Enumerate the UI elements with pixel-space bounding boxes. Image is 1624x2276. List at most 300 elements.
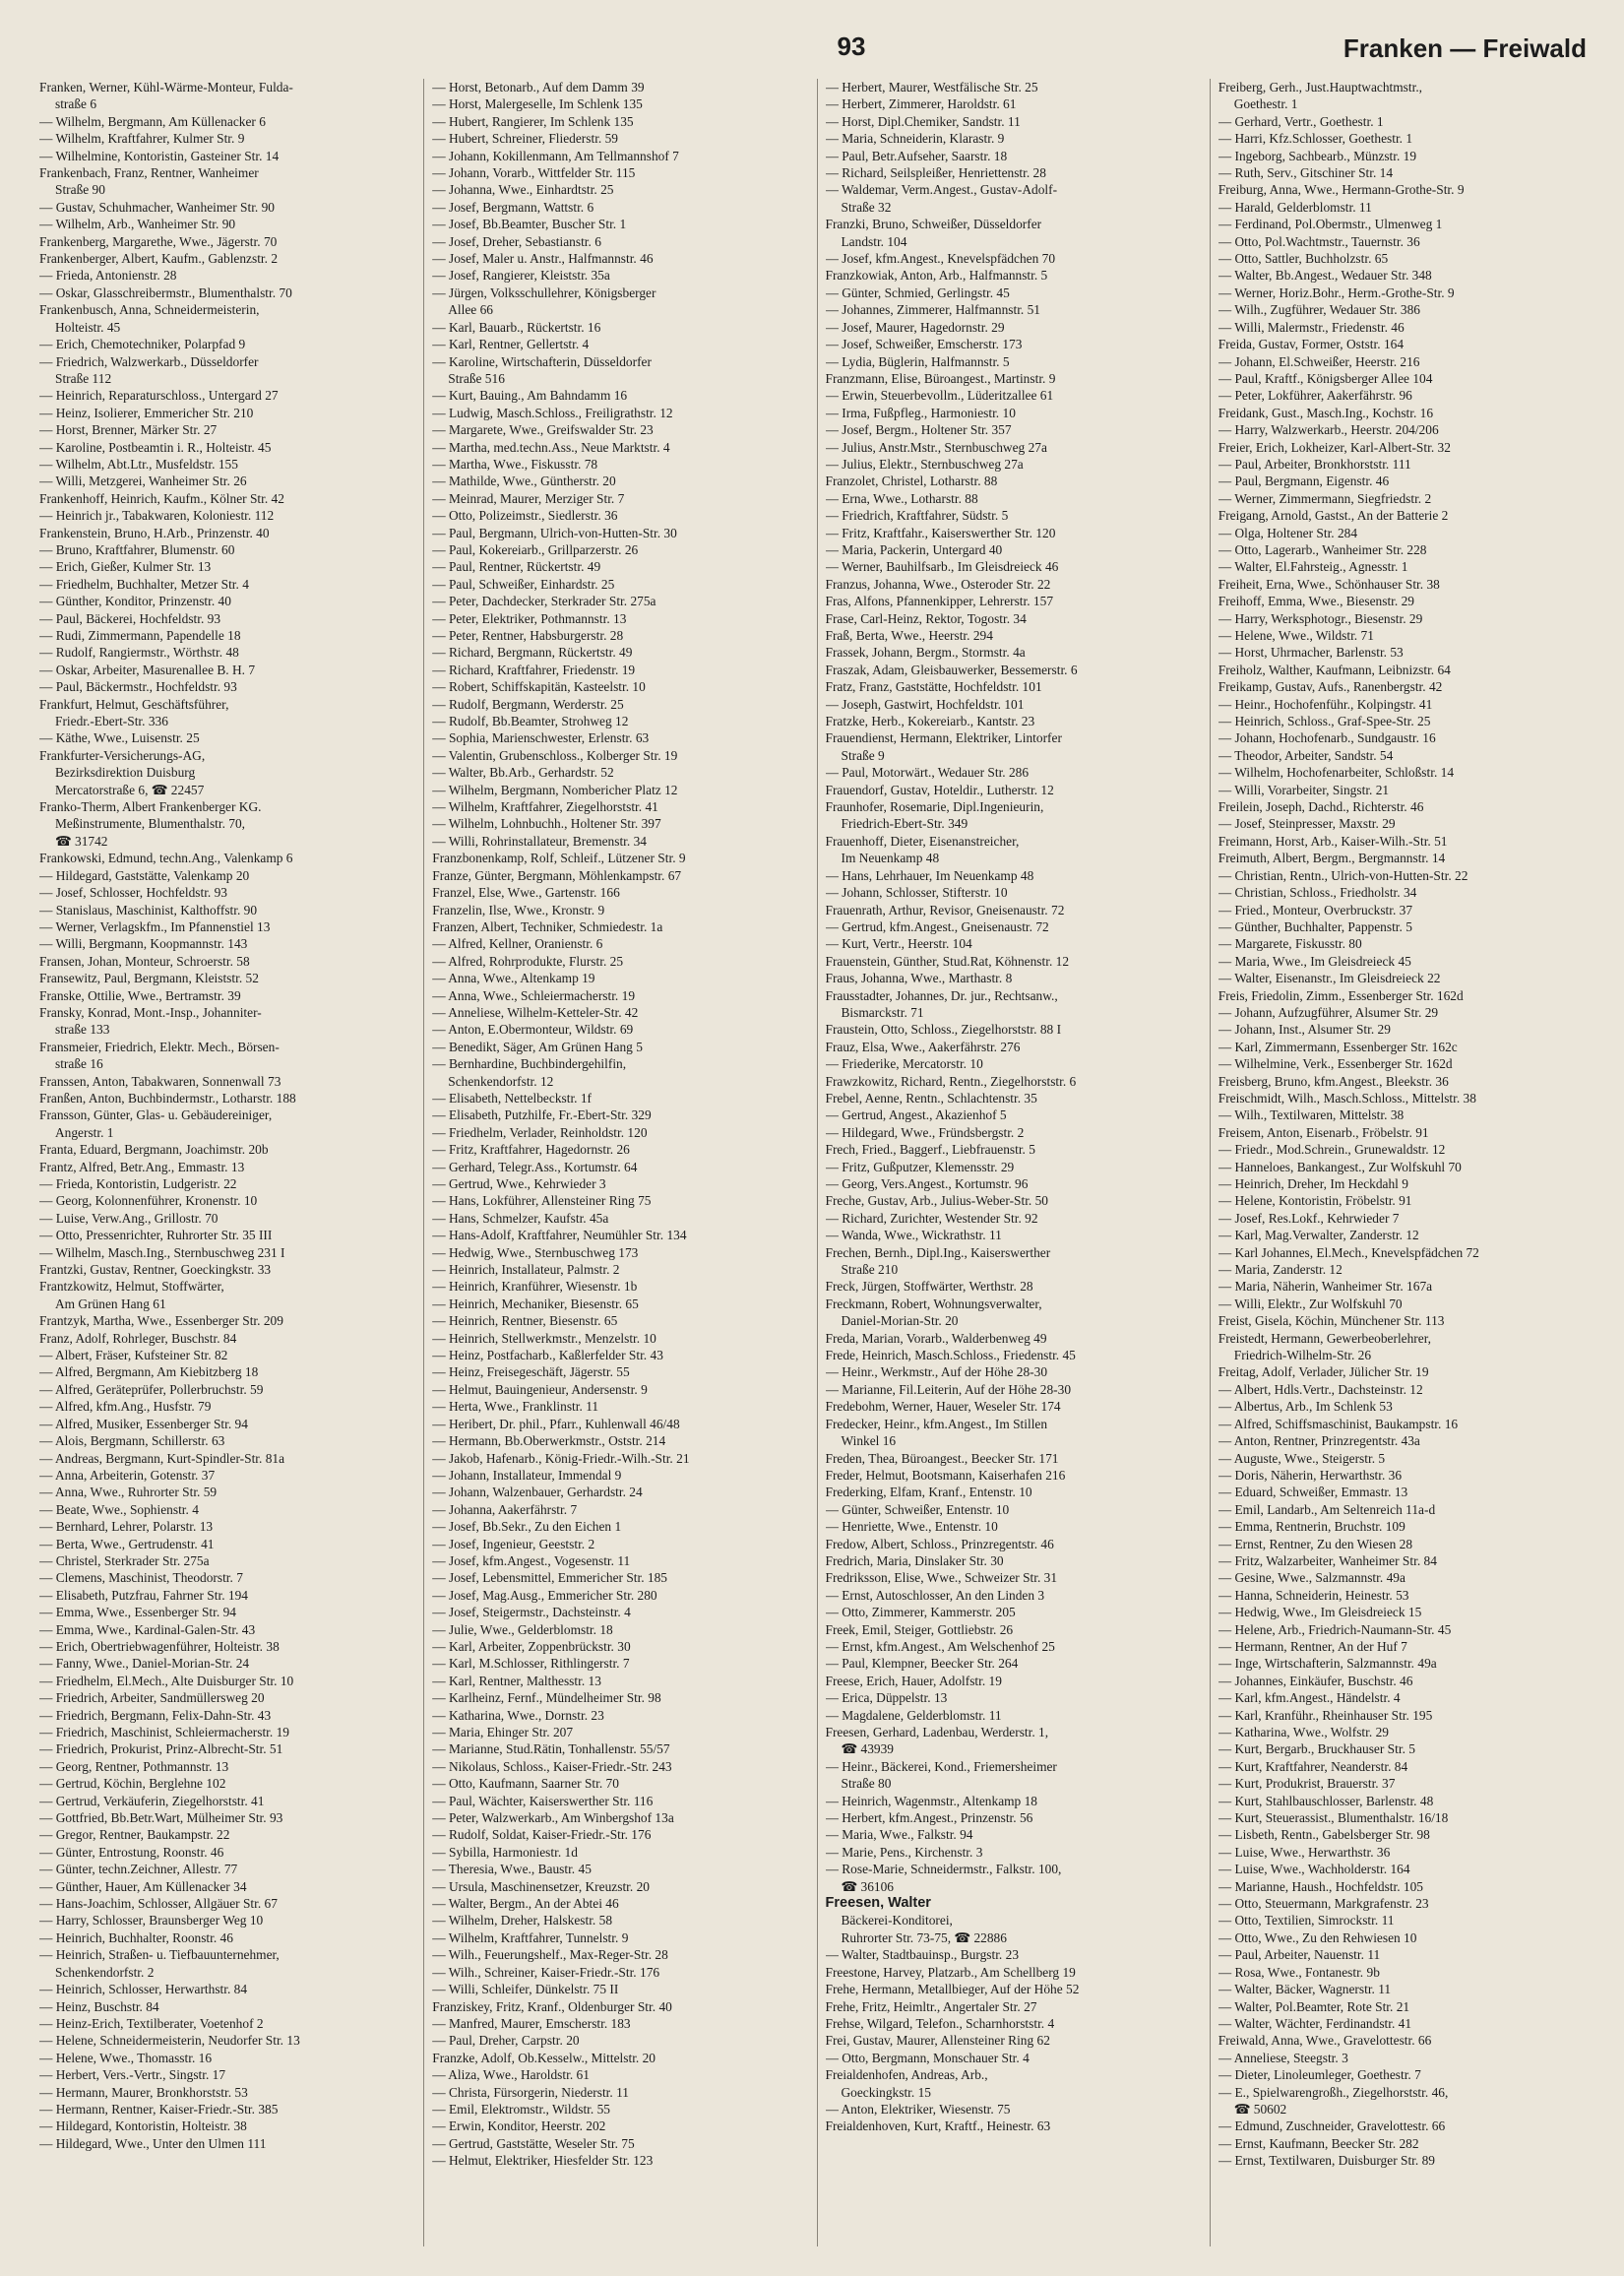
directory-entry-line: Freidank, Gust., Masch.Ing., Kochstr. 16 [1218,405,1434,420]
directory-entry-line: — Peter, Walzwerkarb., Am Winbergshof 13a [432,1810,674,1826]
directory-entry-line: — Ernst, Rentner, Zu den Wiesen 28 [1218,1536,1413,1551]
directory-entry-line: Franzkowiak, Anton, Arb., Halfmannstr. 5 [825,268,1048,284]
directory-entry-line: Frankenhoff, Heinrich, Kaufm., Kölner Str. 42 [39,490,284,506]
directory-entry-line: — Harry, Werksphotogr., Biesenstr. 29 [1218,610,1423,626]
directory-entry-line: — Kurt, Kraftfahrer, Neanderstr. 84 [1218,1758,1408,1774]
directory-entry-line: — Walter, Wächter, Ferdinandstr. 41 [1218,2015,1412,2031]
directory-entry-line: — Hermann, Maurer, Bronkhorststr. 53 [39,2084,248,2100]
directory-entry-line: — Wilhelm, Bergmann, Am Küllenacker 6 [39,113,266,129]
directory-entry-line: Frauenrath, Arthur, Revisor, Gneisenaustr. 72 [825,902,1065,917]
directory-entry-line: — Helmut, Elektriker, Hiesfelder Str. 123 [432,2153,654,2169]
directory-entry-line: — Günther, Hauer, Am Küllenacker 34 [39,1878,247,1894]
directory-entry-line: — Paul, Dreher, Carpstr. 20 [432,2033,580,2049]
directory-entry-line: Freiheit, Erna, Wwe., Schönhauser Str. 38 [1218,576,1440,592]
directory-entry-line: Frebel, Aenne, Rentn., Schlachtenstr. 35 [825,1090,1037,1106]
directory-entry-line: Bezirksdirektion Duisburg [55,765,196,781]
directory-entry-line: Fredebohm, Werner, Hauer, Weseler Str. 174 [825,1399,1061,1415]
directory-entry-line: — Wilhelm, Lohnbuchh., Holtener Str. 397 [432,816,661,832]
directory-entry-line: — Johann, Inst., Alsumer Str. 29 [1218,1022,1391,1038]
directory-entry-line: Friedrich-Ebert-Str. 349 [841,816,968,832]
directory-entry-line: — Josef, Maurer, Hagedornstr. 29 [825,319,1005,335]
directory-entry-line: — Wilhelmine, Kontoristin, Gasteiner Str. 14 [39,148,280,163]
directory-entry-line: Frede, Heinrich, Masch.Schloss., Friedenstr. 45 [825,1348,1076,1363]
directory-entry-line: — Richard, Seilspleißer, Henriettenstr. 28 [825,165,1046,181]
directory-entry-line: — Walter, Stadtbauinsp., Burgstr. 23 [825,1947,1020,1963]
directory-entry-line: — Peter, Lokführer, Aakerfährstr. 96 [1218,388,1412,404]
directory-entry-line: — Willi, Rohrinstallateur, Bremenstr. 34 [432,833,647,849]
directory-entry-line: — Josef, Schweißer, Emscherstr. 173 [825,337,1023,352]
directory-entry-line: — Marie, Pens., Kirchenstr. 3 [825,1844,983,1860]
directory-entry-line: — Kurt, Produkrist, Brauerstr. 37 [1218,1776,1396,1792]
directory-entry-line: Freek, Emil, Steiger, Gottliebstr. 26 [825,1621,1014,1637]
directory-entry-line: — Gertrud, Angest., Akazienhof 5 [825,1107,1007,1123]
directory-entry-line: — Herta, Wwe., Franklinstr. 11 [432,1399,599,1415]
directory-entry-line: — Theresia, Wwe., Baustr. 45 [432,1862,592,1877]
directory-entry-line: — Heinrich, Schlosser, Herwarthstr. 84 [39,1982,248,1997]
directory-entry-line: — Josef, Schlosser, Hochfeldstr. 93 [39,885,227,901]
directory-entry-line: — Horst, Brenner, Märker Str. 27 [39,422,218,438]
directory-entry-line: — Wilhelm, Arb., Wanheimer Str. 90 [39,217,236,232]
directory-entry-line: — Ingeborg, Sachbearb., Münzstr. 19 [1218,148,1417,163]
directory-entry-line: — Andreas, Bergmann, Kurt-Spindler-Str. 81a [39,1450,285,1466]
directory-entry-line: — Anna, Wwe., Schleiermacherstr. 19 [432,987,636,1003]
directory-entry-line: — Fanny, Wwe., Daniel-Morian-Str. 24 [39,1656,250,1672]
directory-entry-line: — Ruth, Serv., Gitschiner Str. 14 [1218,165,1394,181]
directory-entry-line: — Erna, Wwe., Lotharstr. 88 [825,490,978,506]
directory-entry-line: — Rudolf, Bb.Beamter, Strohweg 12 [432,714,629,729]
directory-entry-line: — Willi, Vorarbeiter, Singstr. 21 [1218,782,1390,797]
directory-entry-line: — Josef, Bb.Beamter, Buscher Str. 1 [432,217,627,232]
directory-entry-line: — Nikolaus, Schloss., Kaiser-Friedr.-Str. 243 [432,1758,672,1774]
directory-entry-line: — Harry, Schlosser, Braunsberger Weg 10 [39,1913,264,1928]
directory-entry-line: — Gertrud, Köchin, Berglehne 102 [39,1776,226,1792]
directory-entry-line: — Hildegard, Kontoristin, Holteistr. 38 [39,2118,247,2134]
directory-entry-line: — Wilh., Textilwaren, Mittelstr. 38 [1218,1107,1405,1123]
directory-entry-line: Frankowski, Edmund, techn.Ang., Valenkamp 6 [39,851,293,866]
directory-entry-line: — Stanislaus, Maschinist, Kalthoffstr. 90 [39,902,258,917]
directory-entry-line: — Fritz, Walzarbeiter, Wanheimer Str. 84 [1218,1552,1437,1568]
directory-entry-line: Freier, Erich, Lokheizer, Karl-Albert-Str. 32 [1218,439,1451,455]
directory-entry-line: — Erwin, Konditor, Heerstr. 202 [432,2118,606,2134]
directory-entry-line: — Sybilla, Harmoniestr. 1d [432,1844,578,1860]
directory-entry-line: — Erich, Obertriebwagenführer, Holteistr. 38 [39,1638,280,1654]
directory-entry-line: — Bruno, Kraftfahrer, Blumenstr. 60 [39,541,235,557]
directory-entry-line: — Wilhelmine, Verk., Essenberger Str. 162d [1218,1056,1453,1072]
directory-entry-line: — Olga, Holtener Str. 284 [1218,525,1358,540]
directory-entry-line: Frei, Gustav, Maurer, Allensteiner Ring 62 [825,2033,1050,2049]
directory-entry-line: — Friedhelm, Verlader, Reinholdstr. 120 [432,1124,648,1140]
directory-entry-line: — Hermann, Rentner, An der Huf 7 [1218,1638,1407,1654]
directory-entry-line: straße 16 [55,1056,103,1072]
directory-entry-line: — Johannes, Einkäufer, Buschstr. 46 [1218,1673,1413,1688]
directory-entry-line: — Georg, Kolonnenführer, Kronenstr. 10 [39,1193,258,1209]
directory-entry-line: Franzus, Johanna, Wwe., Osteroder Str. 22 [825,576,1051,592]
directory-entry-line: — Fritz, Gußputzer, Klemensstr. 29 [825,1159,1015,1174]
directory-entry-line: straße 6 [55,96,97,112]
directory-entry-line: Frederking, Elfam, Kranf., Entenstr. 10 [825,1485,1032,1500]
directory-entry-line: — Friedrich, Prokurist, Prinz-Albrecht-Str. 51 [39,1741,283,1757]
directory-entry-line: — Clemens, Maschinist, Theodorstr. 7 [39,1570,243,1586]
directory-entry-line: — Gertrud, Verkäuferin, Ziegelhorststr. 41 [39,1793,265,1808]
directory-entry-line: — Gottfried, Bb.Betr.Wart, Mülheimer Str. 93 [39,1810,283,1826]
directory-entry-line: — Willi, Schleifer, Dünkelstr. 75 II [432,1982,619,1997]
directory-entry-line: — Werner, Verlagskfm., Im Pfannenstiel 13 [39,918,271,934]
directory-entry-line: Frauenhoff, Dieter, Eisenanstreicher, [825,833,1020,849]
directory-entry-line: — Otto, Wwe., Zu den Rehwiesen 10 [1218,1929,1417,1945]
directory-entry-line: — Herbert, Zimmerer, Haroldstr. 61 [825,96,1017,112]
directory-entry-line: — Heinrich, Stellwerkmstr., Menzelstr. 10 [432,1330,656,1346]
directory-entry-line: Fraunhofer, Rosemarie, Dipl.Ingenieurin, [825,799,1044,815]
directory-entry-line: Daniel-Morian-Str. 20 [841,1313,959,1329]
directory-entry-line: Freisberg, Bruno, kfm.Angest., Bleekstr. 36 [1218,1073,1449,1089]
directory-entry-line: — Edmund, Zuschneider, Gravelottestr. 66 [1218,2118,1446,2134]
directory-entry-line: — Manfred, Maurer, Emscherstr. 183 [432,2015,631,2031]
directory-entry-line: — Horst, Uhrmacher, Barlenstr. 53 [1218,645,1404,661]
directory-entry-line: — Albertus, Arb., Im Schlenk 53 [1218,1399,1393,1415]
directory-entry-line: — Willi, Malermstr., Friedenstr. 46 [1218,319,1405,335]
directory-entry-line: — Johanna, Aakerfährstr. 7 [432,1501,578,1517]
directory-entry-line: Freimuth, Albert, Bergm., Bergmannstr. 14 [1218,851,1446,866]
directory-entry-line: — Karoline, Postbeamtin i. R., Holteistr. 45 [39,439,272,455]
directory-entry-line: — Hans, Lehrhauer, Im Neuenkamp 48 [825,867,1034,883]
directory-entry-line: Frehse, Wilgard, Telefon., Scharnhorststr. 4 [825,2015,1055,2031]
directory-entry-line: Franko-Therm, Albert Frankenberger KG. [39,799,262,815]
directory-entry-line: — Alfred, Rohrprodukte, Flurstr. 25 [432,953,624,969]
directory-entry-line: Freck, Jürgen, Stoffwärter, Werthstr. 28 [825,1279,1033,1295]
directory-entry-line: — Ernst, Textilwaren, Duisburger Str. 89 [1218,2153,1435,2169]
directory-entry-line: — Heinz, Freisegeschäft, Jägerstr. 55 [432,1364,630,1380]
directory-entry-line: — Otto, Zimmerer, Kammerstr. 205 [825,1605,1016,1620]
directory-entry-line: — Christa, Fürsorgerin, Niederstr. 11 [432,2084,629,2100]
directory-entry-line: — Karl, Kranführ., Rheinhauser Str. 195 [1218,1707,1433,1723]
directory-entry-line: Straße 9 [841,747,885,763]
directory-entry-line: — Heinrich, Wagenmstr., Altenkamp 18 [825,1793,1037,1808]
directory-entry-line: — Karl Johannes, El.Mech., Knevelspfädchen 72 [1218,1244,1479,1260]
directory-entry-line: — Maria, Ehinger Str. 207 [432,1725,574,1739]
directory-entry-line: — Hanna, Schneiderin, Heinestr. 53 [1218,1587,1409,1603]
directory-entry-line: — Rudolf, Rangiermstr., Wörthstr. 48 [39,645,239,661]
directory-entry-line: — Fritz, Kraftfahrer, Hagedornstr. 26 [432,1142,630,1158]
directory-entry-line: — Bernhard, Lehrer, Polarstr. 13 [39,1519,214,1535]
directory-entry-line: Fredriksson, Elise, Wwe., Schweizer Str. 31 [825,1570,1058,1586]
directory-entry-line: Freitag, Adolf, Verlader, Jülicher Str. 19 [1218,1364,1429,1380]
directory-entry-line: — Richard, Bergmann, Rückertstr. 49 [432,645,633,661]
directory-entry-line: — Karl, Mag.Verwalter, Zanderstr. 12 [1218,1228,1419,1243]
directory-entry-line: — Heinrich, Reparaturschloss., Untergard 27 [39,388,279,404]
directory-entry-line: Fredow, Albert, Schloss., Prinzregentstr. 46 [825,1536,1054,1551]
directory-entry-line: — Gertrud, Wwe., Kehrwieder 3 [432,1176,606,1191]
directory-entry-line: — Sophia, Marienschwester, Erlenstr. 63 [432,730,650,746]
directory-entry-line: Schenkendorfstr. 2 [55,1964,155,1980]
directory-entry-line: — Maria, Packerin, Untergard 40 [825,541,1003,557]
directory-entry-line: straße 133 [55,1022,110,1038]
directory-entry-line: — Anneliese, Wilhelm-Ketteler-Str. 42 [432,1004,639,1020]
directory-entry-line: — Paul, Kokereiarb., Grillparzerstr. 26 [432,541,639,557]
directory-entry-line: — Georg, Rentner, Pothmannstr. 13 [39,1758,229,1774]
directory-entry-line: — Ludwig, Masch.Schloss., Freiligrathstr. 12 [432,405,673,420]
directory-entry-line: Freda, Marian, Vorarb., Walderbenweg 49 [825,1330,1047,1346]
directory-entry-line: — Johanna, Wwe., Einhardtstr. 25 [432,182,614,198]
directory-entry-line: Frankfurter-Versicherungs-AG, [39,747,206,763]
directory-entry-line: Freesen, Gerhard, Ladenbau, Werderstr. 1, [825,1725,1049,1739]
directory-entry-line: — Paul, Schweißer, Einhardstr. 25 [432,576,615,592]
directory-entry-line: — Josef, Bergm., Holtener Str. 357 [825,422,1012,438]
directory-entry-line: — Karl, Rentner, Malthesstr. 13 [432,1673,601,1688]
directory-entry-line: Straße 32 [841,199,892,215]
directory-entry-line: — Johann, Walzenbauer, Gerhardstr. 24 [432,1485,643,1500]
directory-entry-line: Fransky, Konrad, Mont.-Insp., Johanniter- [39,1004,262,1020]
directory-entry-line: — Kurt, Bauing., Am Bahndamm 16 [432,388,628,404]
directory-entry-line: — Paul, Bergmann, Ulrich-von-Hutten-Str. 30 [432,525,677,540]
directory-entry-line: Freiwald, Anna, Wwe., Gravelottestr. 66 [1218,2033,1432,2049]
directory-entry-line: — Josef, Steinpresser, Maxstr. 29 [1218,816,1396,832]
directory-entry-line: — Otto, Sattler, Buchholzstr. 65 [1218,251,1389,267]
directory-entry-line: — Fried., Monteur, Overbruckstr. 37 [1218,902,1413,917]
directory-entry-line: Franze, Günter, Bergmann, Möhlenkampstr. 67 [432,867,682,883]
directory-entry-line: — Benedikt, Säger, Am Grünen Hang 5 [432,1039,643,1054]
directory-entry-line: Straße 90 [55,182,105,198]
directory-entry-line: — Heinrich, Buchhalter, Roonstr. 46 [39,1929,233,1945]
directory-entry-line: — Hans, Schmelzer, Kaufstr. 45a [432,1210,609,1226]
directory-entry-line: — Heinrich, Rentner, Biesenstr. 65 [432,1313,618,1329]
directory-entry-line: — Rosa, Wwe., Fontanestr. 9b [1218,1964,1380,1980]
directory-entry-line: — Alfred, Geräteprüfer, Pollerbruchstr. 59 [39,1381,264,1397]
directory-entry-line: — Karl, Rentner, Gellertstr. 4 [432,337,590,352]
directory-entry-line: — Herbert, Maurer, Westfälische Str. 25 [825,80,1038,95]
directory-entry-line: — Hildegard, Wwe., Fründsbergstr. 2 [825,1124,1025,1140]
directory-entry-line: — Lisbeth, Rentn., Gabelsberger Str. 98 [1218,1827,1430,1843]
directory-entry-line: — Herbert, Vers.-Vertr., Singstr. 17 [39,2067,226,2083]
directory-entry-line: Franta, Eduard, Bergmann, Joachimstr. 20b [39,1142,269,1158]
directory-entry-line: ☎ 50602 [1233,2101,1287,2117]
directory-entry-line: — Heinr., Bäckerei, Kond., Friemersheimer [825,1758,1057,1774]
directory-entry-line: — Walter, Bäcker, Wagnerstr. 11 [1218,1982,1392,1997]
directory-entry-line: — Anna, Wwe., Ruhrorter Str. 59 [39,1485,218,1500]
directory-entry-line: — Hubert, Schreiner, Fliederstr. 59 [432,131,618,147]
directory-entry-line: — Josef, kfm.Angest., Vogesenstr. 11 [432,1552,631,1568]
directory-entry-line: — Heinz, Isolierer, Emmericher Str. 210 [39,405,254,420]
directory-entry-line: — Hanneloes, Bankangest., Zur Wolfskuhl 70 [1218,1159,1462,1174]
directory-entry-line: — Josef, Bergmann, Wattstr. 6 [432,199,594,215]
directory-entry-line: — Alfred, Bergmann, Am Kiebitzberg 18 [39,1364,259,1380]
directory-entry-line: — Walter, El.Fahrsteig., Agnesstr. 1 [1218,559,1408,575]
directory-entry-line: Freche, Gustav, Arb., Julius-Weber-Str. 50 [825,1193,1049,1209]
directory-entry-line: — Käthe, Wwe., Luisenstr. 25 [39,730,200,746]
directory-entry-line: — Johann, Installateur, Immendal 9 [432,1467,622,1483]
directory-entry-line: — Wilh., Zugführer, Wedauer Str. 386 [1218,302,1420,318]
directory-entry-line: — Herbert, kfm.Angest., Prinzenstr. 56 [825,1810,1033,1826]
directory-entry-line: Frankfurt, Helmut, Geschäftsführer, [39,696,229,712]
directory-entry-line: — Harri, Kfz.Schlosser, Goethestr. 1 [1218,131,1413,147]
directory-entry-line: — Hildegard, Wwe., Unter den Ulmen 111 [39,2135,267,2151]
directory-entry-line: Straße 80 [841,1776,892,1792]
directory-entry-line: — Robert, Schiffskapitän, Kasteelstr. 10 [432,679,646,695]
directory-column-4 [1210,79,1587,2246]
directory-entry-line: Freikamp, Gustav, Aufs., Ranenbergstr. 42 [1218,679,1443,695]
directory-entry-line: — Elisabeth, Putzhilfe, Fr.-Ebert-Str. 329 [432,1107,652,1123]
directory-entry-line: Freiberg, Gerh., Just.Hauptwachtmstr., [1218,80,1423,95]
directory-entry-line: — Emil, Landarb., Am Seltenreich 11a-d [1218,1501,1436,1517]
directory-entry-line: — Paul, Arbeiter, Bronkhorststr. 111 [1218,456,1411,472]
directory-entry-line: — Josef, kfm.Angest., Knevelspfädchen 70 [825,251,1056,267]
directory-entry-line: — Ferdinand, Pol.Obermstr., Ulmenweg 1 [1218,217,1443,232]
directory-entry-line: Bäckerei-Konditorei, [841,1913,953,1928]
directory-entry-line: — Wilhelm, Kraftfahrer, Tunnelstr. 9 [432,1929,629,1945]
directory-entry-line: — Rudolf, Soldat, Kaiser-Friedr.-Str. 176 [432,1827,652,1843]
directory-entry-line: — Georg, Vers.Angest., Kortumstr. 96 [825,1176,1029,1191]
directory-entry-line: — Mathilde, Wwe., Güntherstr. 20 [432,474,616,489]
directory-entry-line: — Jürgen, Volksschullehrer, Königsberger [432,284,656,300]
directory-entry-line: Landstr. 104 [841,233,907,249]
directory-entry-line: Frawzkowitz, Richard, Rentn., Ziegelhorststr. 6 [825,1073,1077,1089]
directory-entry-line: — Günter, Schmied, Gerlingstr. 45 [825,284,1010,300]
directory-entry-line: — Josef, Maler u. Anstr., Halfmannstr. 46 [432,251,654,267]
page-title: Franken — Freiwald [1343,33,1587,63]
directory-entry-line: — Otto, Bergmann, Monschauer Str. 4 [825,2050,1030,2065]
directory-entry-line: — Hedwig, Wwe., Sternbuschweg 173 [432,1244,639,1260]
directory-entry-line: — Paul, Rentner, Rückertstr. 49 [432,559,601,575]
directory-entry-line: — Bernhardine, Buchbindergehilfin, [432,1056,627,1072]
directory-entry-line: — Peter, Elektriker, Pothmannstr. 13 [432,610,627,626]
directory-entry-line: — Friedhelm, Buchhalter, Metzer Str. 4 [39,576,249,592]
directory-entry-line: — Albert, Fräser, Kufsteiner Str. 82 [39,1348,228,1363]
directory-entry-line: — Maria, Schneiderin, Klarastr. 9 [825,131,1005,147]
directory-entry-line: Fraszak, Adam, Gleisbauwerker, Bessemerstr. 6 [825,662,1078,677]
directory-entry-line: — Theodor, Arbeiter, Sandstr. 54 [1218,747,1394,763]
directory-entry-line: — Frieda, Antonienstr. 28 [39,268,177,284]
directory-entry-line: — Gerhard, Telegr.Ass., Kortumstr. 64 [432,1159,638,1174]
directory-entry-line: — Valentin, Grubenschloss., Kolberger Str. 19 [432,747,678,763]
directory-entry-line: — Heribert, Dr. phil., Pfarr., Kuhlenwall 46/48 [432,1416,680,1431]
directory-entry-line: ☎ 36106 [841,1878,895,1894]
directory-entry-line: — Waldemar, Verm.Angest., Gustav-Adolf- [825,182,1058,198]
directory-entry-line: Franssen, Anton, Tabakwaren, Sonnenwall 73 [39,1073,281,1089]
directory-entry-line: — Kurt, Vertr., Heerstr. 104 [825,936,972,952]
directory-entry-line: — Emil, Elektromstr., Wildstr. 55 [432,2101,610,2117]
directory-entry-line: — Wilhelm, Kraftfahrer, Ziegelhorststr. 41 [432,799,658,815]
directory-entry-line: — Emma, Wwe., Essenberger Str. 94 [39,1605,236,1620]
directory-entry-line: Freialdenhoven, Kurt, Kraftf., Heinestr. 63 [825,2118,1051,2134]
directory-entry-line: — Günther, Buchhalter, Pappenstr. 5 [1218,918,1412,934]
directory-entry-line: — Helmut, Bauingenieur, Andersenstr. 9 [432,1381,648,1397]
directory-entry-line: — Werner, Zimmermann, Siegfriedstr. 2 [1218,490,1432,506]
directory-entry-line: — Hedwig, Wwe., Im Gleisdreieck 15 [1218,1605,1422,1620]
directory-entry-line: — Katharina, Wwe., Dornstr. 23 [432,1707,604,1723]
directory-entry-line: Franz, Adolf, Rohrleger, Buschstr. 84 [39,1330,237,1346]
directory-column-2 [423,79,800,2246]
directory-entry-line: — Inge, Wirtschafterin, Salzmannstr. 49a [1218,1656,1437,1672]
directory-entry-line: — Horst, Malergeselle, Im Schlenk 135 [432,96,643,112]
directory-entry-line: — Helene, Schneidermeisterin, Neudorfer Str. 13 [39,2033,300,2049]
directory-entry-line: — Helene, Kontoristin, Fröbelstr. 91 [1218,1193,1412,1209]
directory-entry-line: — Friedrich, Kraftfahrer, Südstr. 5 [825,508,1009,524]
directory-entry-line: — Anton, Rentner, Prinzregentstr. 43a [1218,1433,1420,1449]
directory-entry-line: — Josef, Mag.Ausg., Emmericher Str. 280 [432,1587,657,1603]
directory-entry-line: Mercatorstraße 6, ☎ 22457 [55,782,205,797]
directory-entry-line: Fratzke, Herb., Kokereiarb., Kantstr. 23 [825,714,1035,729]
directory-entry-line: Freiholz, Walther, Kaufmann, Leibnizstr. 64 [1218,662,1451,677]
directory-entry-line: Straße 516 [448,370,505,386]
directory-entry-line: — Heinr., Hochofenführ., Kolpingstr. 41 [1218,696,1433,712]
directory-entry-line: — Johann, Aufzugführer, Alsumer Str. 29 [1218,1004,1439,1020]
directory-entry-line: Fras, Alfons, Pfannenkipper, Lehrerstr. 157 [825,594,1054,609]
directory-entry-line: Bismarckstr. 71 [841,1004,924,1020]
directory-entry-line: — Friedr., Mod.Schrein., Grunewaldstr. 12 [1218,1142,1446,1158]
directory-entry-line: Fraustein, Otto, Schloss., Ziegelhorststr. 88 I [825,1022,1062,1038]
directory-entry-line: — Emma, Rentnerin, Bruchstr. 109 [1218,1519,1405,1535]
directory-entry-line: Straße 112 [55,370,112,386]
directory-entry-line: — Günter, techn.Zeichner, Allestr. 77 [39,1862,238,1877]
directory-entry-line: Frassek, Johann, Bergm., Stormstr. 4a [825,645,1026,661]
directory-entry-line: Frankenbusch, Anna, Schneidermeisterin, [39,302,260,318]
directory-entry-line: — Fritz, Kraftfahr., Kaiserswerther Str. 120 [825,525,1056,540]
directory-entry-line: — Karl, Bauarb., Rückertstr. 16 [432,319,601,335]
directory-entry-line: — Oskar, Glasschreibermstr., Blumenthalstr. 70 [39,284,292,300]
directory-entry-line: — Heinz-Erich, Textilberater, Voetenhof 2 [39,2015,264,2031]
directory-entry-line: — Helene, Arb., Friedrich-Naumann-Str. 45 [1218,1621,1452,1637]
directory-entry-line: — Wilhelm, Abt.Ltr., Musfeldstr. 155 [39,456,238,472]
directory-entry-line: Frase, Carl-Heinz, Rektor, Togostr. 34 [825,610,1027,626]
directory-entry-line: — Hans-Adolf, Kraftfahrer, Neumühler Str. 134 [432,1228,687,1243]
directory-entry-line: — Werner, Bauhilfsarb., Im Gleisdreieck 46 [825,559,1059,575]
directory-entry-line: — Luise, Wwe., Wachholderstr. 164 [1218,1862,1410,1877]
directory-entry-line: — Josef, Res.Lokf., Kehrwieder 7 [1218,1210,1400,1226]
directory-entry-line: — Helene, Wwe., Wildstr. 71 [1218,628,1374,643]
directory-entry-line: — Heinrich, Mechaniker, Biesenstr. 65 [432,1296,639,1311]
directory-entry-line: Winkel 16 [841,1433,897,1449]
directory-entry-line: Franzki, Bruno, Schweißer, Düsseldorfer [825,217,1042,232]
directory-entry-line: — Richard, Kraftfahrer, Friedenstr. 19 [432,662,636,677]
directory-entry-line: Frankenberger, Albert, Kaufm., Gablenzstr. 2 [39,251,279,267]
directory-entry-line: Franzen, Albert, Techniker, Schmiedestr. 1a [432,918,663,934]
directory-entry-line: — Johann, Hochofenarb., Sundgaustr. 16 [1218,730,1436,746]
directory-entry-line: Franske, Ottilie, Wwe., Bertramstr. 39 [39,987,241,1003]
directory-entry-line: — Beate, Wwe., Sophienstr. 4 [39,1501,199,1517]
directory-entry-line: — Otto, Kaufmann, Saarner Str. 70 [432,1776,619,1792]
directory-entry-line: — Marianne, Fil.Leiterin, Auf der Höhe 28-30 [825,1381,1072,1397]
directory-entry-line: — Friedrich, Bergmann, Felix-Dahn-Str. 43 [39,1707,272,1723]
directory-entry-line: — Margarete, Wwe., Greifswalder Str. 23 [432,422,654,438]
directory-entry-line: — Friedrich, Maschinist, Schleiermacherstr. 19 [39,1725,289,1739]
directory-entry-line: — Gregor, Rentner, Baukampstr. 22 [39,1827,230,1843]
directory-entry-line: — Paul, Kraftf., Königsberger Allee 104 [1218,370,1433,386]
directory-entry-line: — Hildegard, Gaststätte, Valenkamp 20 [39,867,250,883]
directory-entry-line: — Marianne, Stud.Rätin, Tonhallenstr. 55/57 [432,1741,670,1757]
directory-entry-line: Frankenberg, Margarethe, Wwe., Jägerstr. 70 [39,233,278,249]
directory-entry-line: Freida, Gustav, Former, Oststr. 164 [1218,337,1405,352]
directory-entry-line: — Julie, Wwe., Gelderblomstr. 18 [432,1621,613,1637]
directory-entry-line: — Kurt, Bergarb., Bruckhauser Str. 5 [1218,1741,1415,1757]
directory-entry-line: — Anton, E.Obermonteur, Wildstr. 69 [432,1022,634,1038]
directory-entry-line: — Wilhelm, Dreher, Halskestr. 58 [432,1913,613,1928]
directory-entry-line: — Otto, Textilien, Simrockstr. 11 [1218,1913,1395,1928]
directory-entry-line: Frechen, Bernh., Dipl.Ing., Kaiserswerther [825,1244,1051,1260]
directory-entry-line: — Willi, Bergmann, Koopmannstr. 143 [39,936,248,952]
directory-entry-line: — Margarete, Fiskusstr. 80 [1218,936,1362,952]
directory-entry-line: — Rudolf, Bergmann, Werderstr. 25 [432,696,624,712]
directory-entry-line: Frehe, Hermann, Metallbieger, Auf der Höhe 52 [825,1982,1080,1997]
directory-entry-line: Fraus, Johanna, Wwe., Marthastr. 8 [825,971,1013,986]
page-header [39,26,1587,75]
directory-entry-line: — Otto, Pressenrichter, Ruhrorter Str. 35 III [39,1228,273,1243]
directory-entry-line: Franziskey, Fritz, Kranf., Oldenburger Str. 40 [432,1998,672,2014]
directory-entry-line: — Luise, Verw.Ang., Grillostr. 70 [39,1210,219,1226]
directory-entry-line: — Peter, Dachdecker, Sterkrader Str. 275a [432,594,656,609]
directory-entry-line: Freestone, Harvey, Platzarb., Am Schellberg 19 [825,1964,1076,1980]
directory-entry-line: — Horst, Betonarb., Auf dem Damm 39 [432,80,645,95]
directory-entry-line: — Ursula, Maschinensetzer, Kreuzstr. 20 [432,1878,650,1894]
directory-entry-line: Schenkendorfstr. 12 [448,1073,554,1089]
